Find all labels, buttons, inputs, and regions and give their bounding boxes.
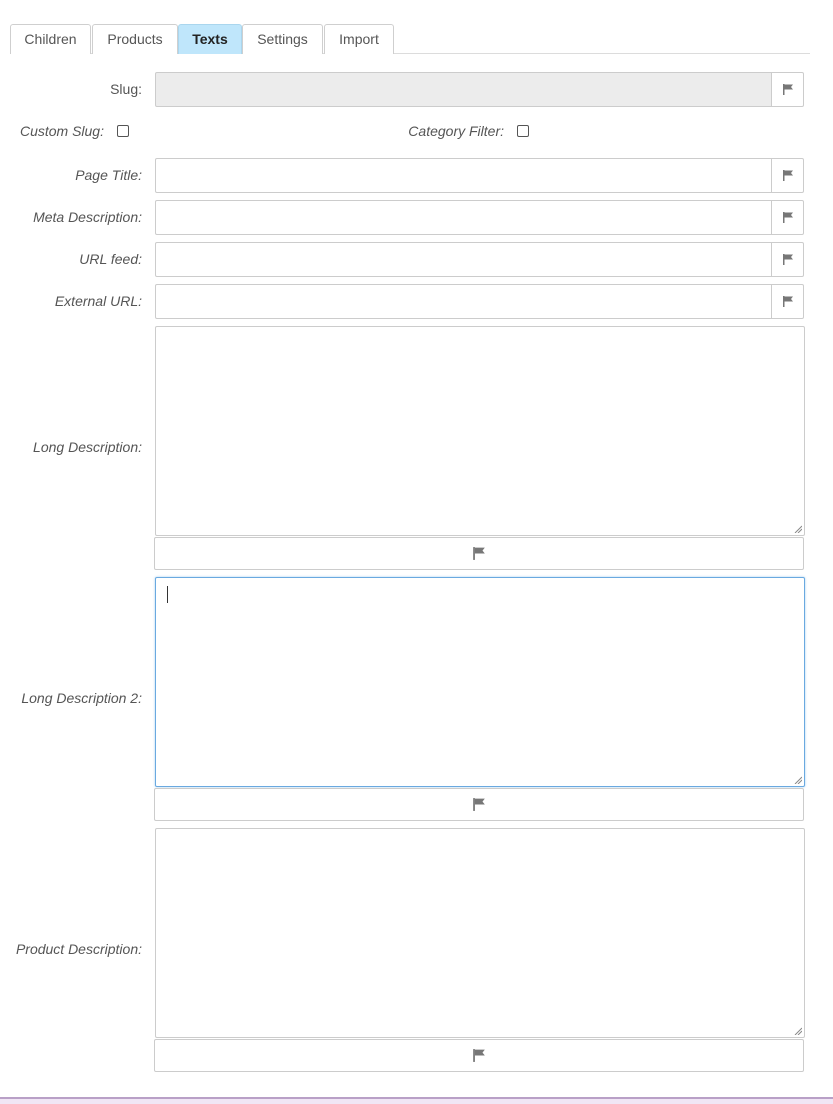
long-description-2-label: Long Description 2:: [21, 690, 142, 706]
page-title-input[interactable]: [155, 158, 772, 193]
text-cursor: [167, 586, 168, 603]
product-description-textarea[interactable]: [155, 828, 805, 1038]
tab-products[interactable]: Products: [92, 24, 178, 54]
external-url-flag-button[interactable]: [771, 284, 804, 319]
bottom-panel-edge: [0, 1097, 833, 1104]
resize-grip-icon[interactable]: [794, 525, 802, 533]
external-url-input[interactable]: [155, 284, 772, 319]
tab-children[interactable]: Children: [10, 24, 91, 54]
url-feed-input[interactable]: [155, 242, 772, 277]
tab-texts[interactable]: Texts: [178, 24, 242, 54]
resize-grip-icon[interactable]: [794, 776, 802, 784]
long-description-textarea[interactable]: [155, 326, 805, 536]
category-filter-checkbox[interactable]: [517, 125, 529, 137]
external-url-label: External URL:: [54, 293, 142, 309]
product-description-flag-button[interactable]: [154, 1039, 804, 1072]
meta-description-input[interactable]: [155, 200, 772, 235]
flag-icon: [782, 254, 794, 265]
flag-icon: [472, 1049, 486, 1062]
category-filter-label: Category Filter:: [408, 123, 504, 139]
flag-icon: [472, 798, 486, 811]
resize-grip-icon[interactable]: [794, 1027, 802, 1035]
slug-flag-button[interactable]: [771, 72, 804, 107]
long-description-2-flag-button[interactable]: [154, 788, 804, 821]
page-title-flag-button[interactable]: [771, 158, 804, 193]
long-description-flag-button[interactable]: [154, 537, 804, 570]
flag-icon: [782, 84, 794, 95]
meta-description-label: Meta Description:: [33, 209, 142, 225]
long-description-2-textarea[interactable]: [155, 577, 805, 787]
url-feed-label: URL feed:: [79, 251, 142, 267]
flag-icon: [782, 170, 794, 181]
flag-icon: [782, 296, 794, 307]
custom-slug-checkbox[interactable]: [117, 125, 129, 137]
page-title-label: Page Title:: [75, 167, 142, 183]
tab-import[interactable]: Import: [324, 24, 394, 54]
flag-icon: [472, 547, 486, 560]
tab-settings[interactable]: Settings: [242, 24, 323, 54]
product-description-label: Product Description:: [15, 941, 142, 957]
long-description-label: Long Description:: [33, 439, 142, 455]
slug-input[interactable]: [155, 72, 772, 107]
custom-slug-label: Custom Slug:: [19, 123, 104, 139]
meta-description-flag-button[interactable]: [771, 200, 804, 235]
slug-label: Slug:: [110, 81, 142, 97]
url-feed-flag-button[interactable]: [771, 242, 804, 277]
flag-icon: [782, 212, 794, 223]
